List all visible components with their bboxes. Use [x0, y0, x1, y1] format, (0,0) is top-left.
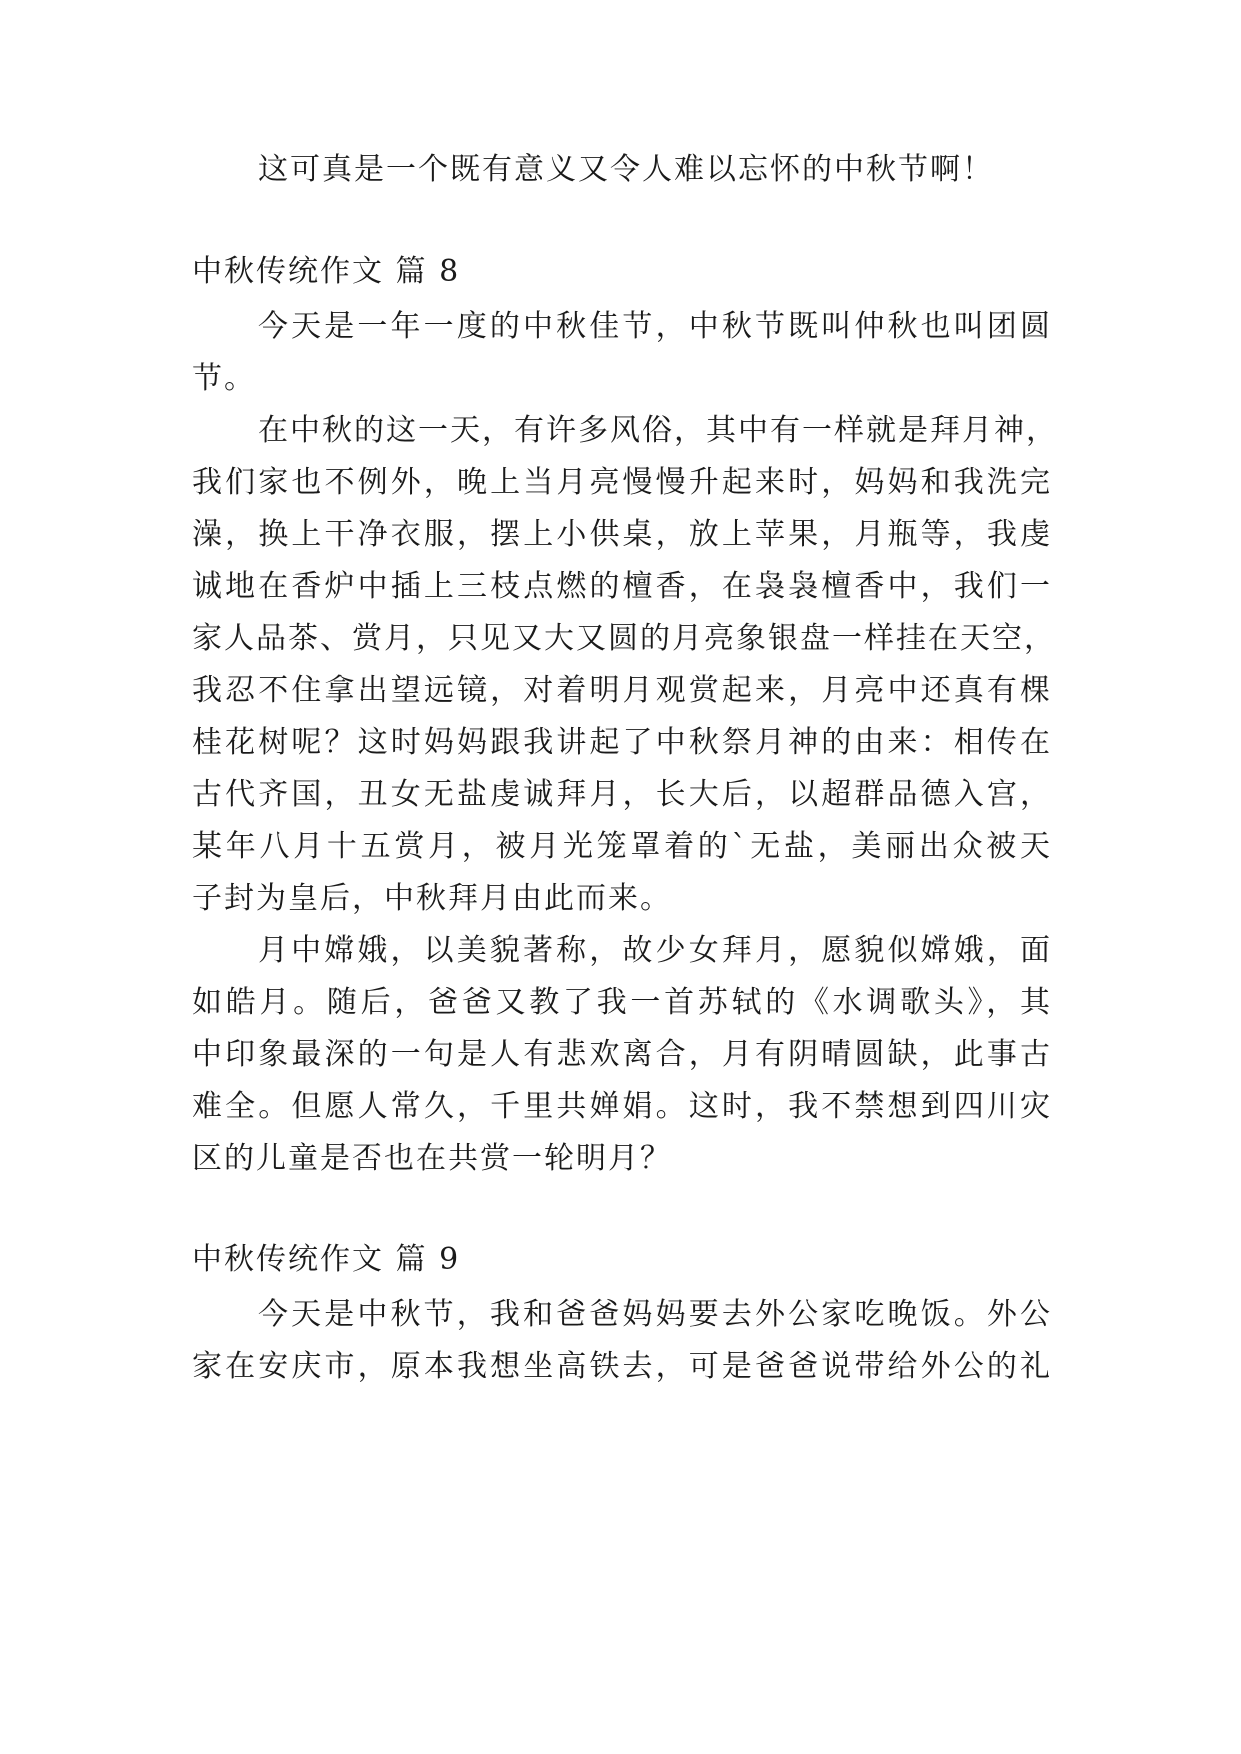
paragraph-line: 在中秋的这一天，有许多风俗，其中有一样就是拜月神， — [258, 413, 1058, 448]
paragraph-line: 诚地在香炉中插上三枝点燃的檀香，在袅袅檀香中，我们一 — [192, 569, 1052, 604]
paragraph-line: 我忍不住拿出望远镜，对着明月观赏起来，月亮中还真有棵 — [192, 673, 1052, 708]
paragraph-line: 某年八月十五赏月，被月光笼罩着的`无盐，美丽出众被天 — [192, 829, 1052, 864]
paragraph-line: 我们家也不例外，晚上当月亮慢慢升起来时，妈妈和我洗完 — [192, 465, 1052, 500]
section-heading-9: 中秋传统作文 篇 9 — [192, 1242, 461, 1277]
paragraph-line: 区的儿童是否也在共赏一轮明月？ — [192, 1141, 672, 1176]
paragraph-line: 中印象最深的一句是人有悲欢离合，月有阴晴圆缺，此事古 — [192, 1037, 1052, 1072]
paragraph-line: 月中嫦娥，以美貌著称，故少女拜月，愿貌似嫦娥，面 — [258, 933, 1052, 968]
paragraph-line: 澡，换上干净衣服，摆上小供桌，放上苹果，月瓶等，我虔 — [192, 517, 1052, 552]
paragraph-line: 家人品茶、赏月，只见又大又圆的月亮象银盘一样挂在天空， — [192, 621, 1056, 656]
paragraph-line: 古代齐国，丑女无盐虔诚拜月，长大后，以超群品德入宫， — [192, 777, 1052, 812]
paragraph-line: 今天是中秋节，我和爸爸妈妈要去外公家吃晚饭。外公 — [258, 1297, 1052, 1332]
paragraph-line: 如皓月。随后，爸爸又教了我一首苏轼的《水调歌头》，其 — [192, 985, 1052, 1020]
paragraph-line: 节。 — [192, 361, 256, 396]
paragraph-line: 子封为皇后，中秋拜月由此而来。 — [192, 881, 672, 916]
paragraph-line: 桂花树呢？这时妈妈跟我讲起了中秋祭月神的由来：相传在 — [192, 725, 1052, 760]
section-heading-8: 中秋传统作文 篇 8 — [192, 254, 461, 289]
closing-sentence: 这可真是一个既有意义又令人难以忘怀的中秋节啊！ — [258, 152, 994, 187]
paragraph-line: 家在安庆市，原本我想坐高铁去，可是爸爸说带给外公的礼 — [192, 1349, 1052, 1384]
paragraph-line: 今天是一年一度的中秋佳节，中秋节既叫仲秋也叫团圆 — [258, 309, 1052, 344]
paragraph-line: 难全。但愿人常久，千里共婵娟。这时，我不禁想到四川灾 — [192, 1089, 1052, 1124]
